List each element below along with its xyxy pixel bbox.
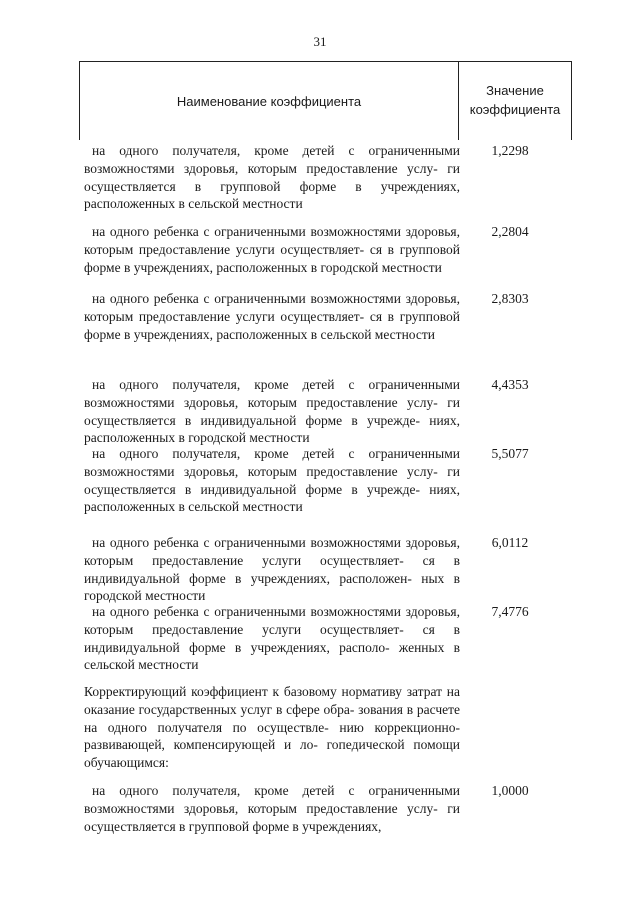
header-value-line2: коэффициента (469, 102, 561, 117)
row-text: на одного получателя, кроме детей с ограниченными возможностями здоровья, которым предоставление услу- ги осуществляется в групповой форме в учреждениях, расположенных в сельской местности (84, 143, 461, 212)
row-text: на одного ребенка с ограниченными возможностями здоровья, которым предоставление услуги осуществляет- ся в индивидуальной форме в учреждениях, расположен- ных в городской местности (84, 535, 461, 604)
row-value: 1,0000 (491, 783, 529, 798)
table-row (84, 603, 460, 674)
table-row (84, 223, 460, 276)
row-text: на одного ребенка с ограниченными возможностями здоровья, которым предоставление услуги осуществляет- ся в групповой форме в учреждениях, расположенных в городской местности (84, 224, 461, 275)
row-value: 4,4353 (491, 377, 529, 392)
header-value-line1: Значение (486, 83, 544, 98)
table-row (84, 534, 460, 605)
section-heading (84, 683, 460, 772)
row-text: на одного получателя, кроме детей с ограниченными возможностями здоровья, которым предоставление услу- ги осуществляется в индивидуальной форме в учрежде- ниях, расположенных в сельской местности (84, 446, 461, 515)
header-value-column (459, 81, 571, 119)
table-row (84, 782, 460, 835)
row-text: на одного получателя, кроме детей с ограниченными возможностями здоровья, которым предоставление услу- ги осуществляется в групповой форме в учреждениях, (84, 783, 461, 834)
table-row (84, 376, 460, 447)
row-text: на одного ребенка с ограниченными возможностями здоровья, которым предоставление услуги осуществляет- ся в индивидуальной форме в учреждениях, располо- женных в сельской местности (84, 604, 461, 673)
row-text: на одного получателя, кроме детей с ограниченными возможностями здоровья, которым предоставление услу- ги осуществляется в индивидуальной форме в учрежде- ниях, расположенных в городской местности (84, 377, 461, 446)
row-text: Корректирующий коэффициент к базовому нормативу затрат на оказание государственных услуг в сфере обра- зования в расчете на одного получателя по осуществле- нию коррекционно-развивающей, компенсирующей и ло- гопедической помощи обучающимся: (84, 684, 461, 771)
row-value: 2,2804 (491, 224, 529, 239)
row-value: 5,5077 (491, 446, 529, 461)
row-value: 2,8303 (491, 291, 529, 306)
row-text: на одного ребенка с ограниченными возможностями здоровья, которым предоставление услуги осуществляет- ся в групповой форме в учреждениях, расположенных в сельской местности (84, 291, 461, 342)
header-name-column: Наименование коэффициента (176, 94, 362, 109)
row-value: 6,0112 (491, 535, 529, 550)
table-right-border (571, 61, 572, 140)
page-number: 31 (313, 34, 327, 49)
table-row (84, 142, 460, 213)
table-row (84, 290, 460, 343)
table-row (84, 445, 460, 516)
table-top-border (79, 61, 572, 62)
row-value: 7,4776 (491, 604, 529, 619)
row-value: 1,2298 (491, 143, 529, 158)
